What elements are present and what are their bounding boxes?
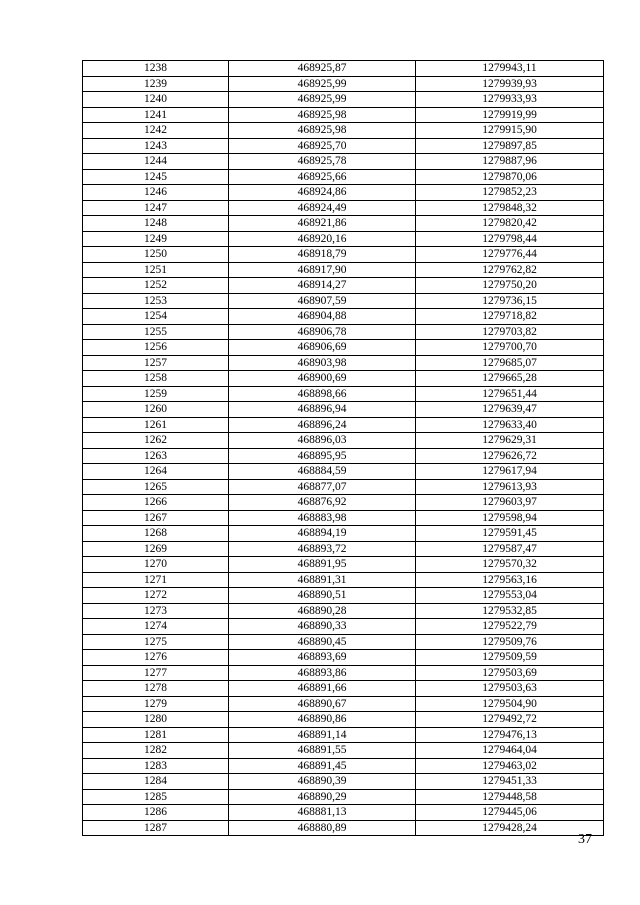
y-coordinate-cell: 1279820,42	[416, 216, 604, 232]
x-coordinate-cell: 468904,88	[229, 309, 416, 325]
point-number-cell: 1255	[83, 324, 229, 340]
x-coordinate-cell: 468925,98	[229, 107, 416, 123]
x-coordinate-cell: 468893,86	[229, 665, 416, 681]
x-coordinate-cell: 468907,59	[229, 293, 416, 309]
x-coordinate-cell: 468890,45	[229, 634, 416, 650]
y-coordinate-cell: 1279639,47	[416, 402, 604, 418]
point-number-cell: 1252	[83, 278, 229, 294]
point-number-cell: 1263	[83, 448, 229, 464]
table-row	[83, 696, 604, 712]
x-coordinate-cell: 468896,03	[229, 433, 416, 449]
y-coordinate-cell: 1279852,23	[416, 185, 604, 201]
table-row	[83, 495, 604, 511]
table-row	[83, 324, 604, 340]
point-number-cell: 1277	[83, 665, 229, 681]
y-coordinate-cell: 1279464,04	[416, 743, 604, 759]
point-number-cell: 1265	[83, 479, 229, 495]
y-coordinate-cell: 1279897,85	[416, 138, 604, 154]
point-number-cell: 1245	[83, 169, 229, 185]
y-coordinate-cell: 1279448,58	[416, 789, 604, 805]
x-coordinate-cell: 468921,86	[229, 216, 416, 232]
table-row	[83, 371, 604, 387]
table-row	[83, 169, 604, 185]
point-number-cell: 1275	[83, 634, 229, 650]
table-row	[83, 417, 604, 433]
table-row	[83, 448, 604, 464]
x-coordinate-cell: 468890,39	[229, 774, 416, 790]
table-row	[83, 76, 604, 92]
table-row	[83, 619, 604, 635]
point-number-cell: 1254	[83, 309, 229, 325]
x-coordinate-cell: 468925,98	[229, 123, 416, 139]
table-row	[83, 603, 604, 619]
table-row	[83, 309, 604, 325]
x-coordinate-cell: 468883,98	[229, 510, 416, 526]
y-coordinate-cell: 1279798,44	[416, 231, 604, 247]
x-coordinate-cell: 468893,69	[229, 650, 416, 666]
y-coordinate-cell: 1279633,40	[416, 417, 604, 433]
y-coordinate-cell: 1279532,85	[416, 603, 604, 619]
y-coordinate-cell: 1279887,96	[416, 154, 604, 170]
point-number-cell: 1279	[83, 696, 229, 712]
x-coordinate-cell: 468900,69	[229, 371, 416, 387]
y-coordinate-cell: 1279848,32	[416, 200, 604, 216]
table-row	[83, 433, 604, 449]
point-number-cell: 1250	[83, 247, 229, 263]
y-coordinate-cell: 1279598,94	[416, 510, 604, 526]
table-row	[83, 541, 604, 557]
point-number-cell: 1274	[83, 619, 229, 635]
y-coordinate-cell: 1279776,44	[416, 247, 604, 263]
table-row	[83, 805, 604, 821]
x-coordinate-cell: 468877,07	[229, 479, 416, 495]
point-number-cell: 1282	[83, 743, 229, 759]
y-coordinate-cell: 1279613,93	[416, 479, 604, 495]
point-number-cell: 1262	[83, 433, 229, 449]
table-row	[83, 665, 604, 681]
x-coordinate-cell: 468925,78	[229, 154, 416, 170]
x-coordinate-cell: 468906,69	[229, 340, 416, 356]
y-coordinate-cell: 1279570,32	[416, 557, 604, 573]
table-row	[83, 247, 604, 263]
y-coordinate-cell: 1279626,72	[416, 448, 604, 464]
y-coordinate-cell: 1279915,90	[416, 123, 604, 139]
y-coordinate-cell: 1279750,20	[416, 278, 604, 294]
x-coordinate-cell: 468924,86	[229, 185, 416, 201]
point-number-cell: 1239	[83, 76, 229, 92]
table-row	[83, 293, 604, 309]
point-number-cell: 1266	[83, 495, 229, 511]
x-coordinate-cell: 468891,14	[229, 727, 416, 743]
point-number-cell: 1241	[83, 107, 229, 123]
table-row	[83, 479, 604, 495]
x-coordinate-cell: 468896,94	[229, 402, 416, 418]
point-number-cell: 1240	[83, 92, 229, 108]
x-coordinate-cell: 468925,70	[229, 138, 416, 154]
point-number-cell: 1283	[83, 758, 229, 774]
table-row	[83, 774, 604, 790]
x-coordinate-cell: 468896,24	[229, 417, 416, 433]
table-row	[83, 355, 604, 371]
point-number-cell: 1271	[83, 572, 229, 588]
y-coordinate-cell: 1279736,15	[416, 293, 604, 309]
y-coordinate-cell: 1279451,33	[416, 774, 604, 790]
x-coordinate-cell: 468890,29	[229, 789, 416, 805]
point-number-cell: 1281	[83, 727, 229, 743]
x-coordinate-cell: 468890,67	[229, 696, 416, 712]
table-row	[83, 154, 604, 170]
x-coordinate-cell: 468925,87	[229, 61, 416, 77]
point-number-cell: 1268	[83, 526, 229, 542]
y-coordinate-cell: 1279700,70	[416, 340, 604, 356]
point-number-cell: 1238	[83, 61, 229, 77]
table-row	[83, 138, 604, 154]
x-coordinate-cell: 468914,27	[229, 278, 416, 294]
y-coordinate-cell: 1279939,93	[416, 76, 604, 92]
point-number-cell: 1278	[83, 681, 229, 697]
y-coordinate-cell: 1279943,11	[416, 61, 604, 77]
point-number-cell: 1270	[83, 557, 229, 573]
table-row	[83, 727, 604, 743]
y-coordinate-cell: 1279629,31	[416, 433, 604, 449]
y-coordinate-cell: 1279933,93	[416, 92, 604, 108]
x-coordinate-cell: 468924,49	[229, 200, 416, 216]
y-coordinate-cell: 1279563,16	[416, 572, 604, 588]
point-number-cell: 1264	[83, 464, 229, 480]
table-row	[83, 216, 604, 232]
table-row	[83, 743, 604, 759]
y-coordinate-cell: 1279870,06	[416, 169, 604, 185]
y-coordinate-cell: 1279617,94	[416, 464, 604, 480]
x-coordinate-cell: 468925,66	[229, 169, 416, 185]
point-number-cell: 1244	[83, 154, 229, 170]
y-coordinate-cell: 1279428,24	[416, 820, 604, 836]
table-row	[83, 185, 604, 201]
x-coordinate-cell: 468890,51	[229, 588, 416, 604]
y-coordinate-cell: 1279665,28	[416, 371, 604, 387]
y-coordinate-cell: 1279463,02	[416, 758, 604, 774]
point-number-cell: 1280	[83, 712, 229, 728]
point-number-cell: 1287	[83, 820, 229, 836]
point-number-cell: 1273	[83, 603, 229, 619]
x-coordinate-cell: 468876,92	[229, 495, 416, 511]
point-number-cell: 1243	[83, 138, 229, 154]
coordinates-table-body	[83, 61, 604, 836]
table-row	[83, 758, 604, 774]
y-coordinate-cell: 1279509,76	[416, 634, 604, 650]
y-coordinate-cell: 1279492,72	[416, 712, 604, 728]
point-number-cell: 1256	[83, 340, 229, 356]
x-coordinate-cell: 468918,79	[229, 247, 416, 263]
table-row	[83, 402, 604, 418]
x-coordinate-cell: 468925,99	[229, 76, 416, 92]
point-number-cell: 1259	[83, 386, 229, 402]
table-row	[83, 572, 604, 588]
point-number-cell: 1260	[83, 402, 229, 418]
y-coordinate-cell: 1279503,69	[416, 665, 604, 681]
x-coordinate-cell: 468891,66	[229, 681, 416, 697]
table-row	[83, 200, 604, 216]
x-coordinate-cell: 468925,99	[229, 92, 416, 108]
y-coordinate-cell: 1279685,07	[416, 355, 604, 371]
table-row	[83, 557, 604, 573]
y-coordinate-cell: 1279919,99	[416, 107, 604, 123]
point-number-cell: 1272	[83, 588, 229, 604]
x-coordinate-cell: 468891,45	[229, 758, 416, 774]
table-row	[83, 123, 604, 139]
y-coordinate-cell: 1279503,63	[416, 681, 604, 697]
coordinates-table	[82, 60, 604, 836]
point-number-cell: 1251	[83, 262, 229, 278]
x-coordinate-cell: 468894,19	[229, 526, 416, 542]
table-row	[83, 278, 604, 294]
y-coordinate-cell: 1279509,59	[416, 650, 604, 666]
x-coordinate-cell: 468891,95	[229, 557, 416, 573]
point-number-cell: 1285	[83, 789, 229, 805]
point-number-cell: 1258	[83, 371, 229, 387]
point-number-cell: 1276	[83, 650, 229, 666]
table-row	[83, 820, 604, 836]
y-coordinate-cell: 1279522,79	[416, 619, 604, 635]
x-coordinate-cell: 468906,78	[229, 324, 416, 340]
y-coordinate-cell: 1279591,45	[416, 526, 604, 542]
table-row	[83, 634, 604, 650]
point-number-cell: 1246	[83, 185, 229, 201]
table-row	[83, 107, 604, 123]
x-coordinate-cell: 468895,95	[229, 448, 416, 464]
table-row	[83, 92, 604, 108]
point-number-cell: 1261	[83, 417, 229, 433]
table-row	[83, 464, 604, 480]
table-row	[83, 588, 604, 604]
table-row	[83, 681, 604, 697]
x-coordinate-cell: 468890,86	[229, 712, 416, 728]
x-coordinate-cell: 468893,72	[229, 541, 416, 557]
x-coordinate-cell: 468891,55	[229, 743, 416, 759]
y-coordinate-cell: 1279553,04	[416, 588, 604, 604]
table-row	[83, 650, 604, 666]
y-coordinate-cell: 1279587,47	[416, 541, 604, 557]
x-coordinate-cell: 468880,89	[229, 820, 416, 836]
page-number: 37	[578, 832, 592, 847]
y-coordinate-cell: 1279603,97	[416, 495, 604, 511]
point-number-cell: 1247	[83, 200, 229, 216]
x-coordinate-cell: 468881,13	[229, 805, 416, 821]
table-row	[83, 526, 604, 542]
point-number-cell: 1242	[83, 123, 229, 139]
point-number-cell: 1257	[83, 355, 229, 371]
y-coordinate-cell: 1279762,82	[416, 262, 604, 278]
point-number-cell: 1249	[83, 231, 229, 247]
x-coordinate-cell: 468890,28	[229, 603, 416, 619]
table-row	[83, 61, 604, 77]
x-coordinate-cell: 468891,31	[229, 572, 416, 588]
y-coordinate-cell: 1279476,13	[416, 727, 604, 743]
x-coordinate-cell: 468920,16	[229, 231, 416, 247]
table-row	[83, 262, 604, 278]
point-number-cell: 1253	[83, 293, 229, 309]
table-row	[83, 712, 604, 728]
y-coordinate-cell: 1279651,44	[416, 386, 604, 402]
y-coordinate-cell: 1279445,06	[416, 805, 604, 821]
x-coordinate-cell: 468890,33	[229, 619, 416, 635]
x-coordinate-cell: 468903,98	[229, 355, 416, 371]
x-coordinate-cell: 468898,66	[229, 386, 416, 402]
table-row	[83, 510, 604, 526]
point-number-cell: 1284	[83, 774, 229, 790]
y-coordinate-cell: 1279504,90	[416, 696, 604, 712]
y-coordinate-cell: 1279718,82	[416, 309, 604, 325]
x-coordinate-cell: 468884,59	[229, 464, 416, 480]
table-row	[83, 231, 604, 247]
table-row	[83, 340, 604, 356]
point-number-cell: 1248	[83, 216, 229, 232]
point-number-cell: 1286	[83, 805, 229, 821]
point-number-cell: 1269	[83, 541, 229, 557]
table-row	[83, 789, 604, 805]
x-coordinate-cell: 468917,90	[229, 262, 416, 278]
point-number-cell: 1267	[83, 510, 229, 526]
y-coordinate-cell: 1279703,82	[416, 324, 604, 340]
table-row	[83, 386, 604, 402]
